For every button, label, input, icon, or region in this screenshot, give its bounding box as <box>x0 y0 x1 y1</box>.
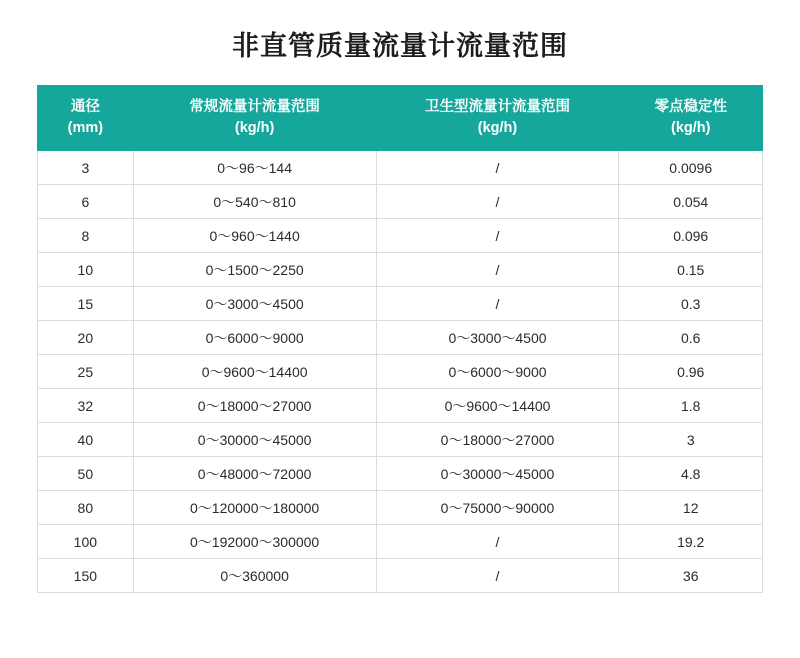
cell-nominal-diameter: 80 <box>38 491 134 525</box>
cell-standard-range: 0～30000～45000 <box>133 423 376 457</box>
cell-sanitary-range: 0～3000～4500 <box>376 321 619 355</box>
cell-nominal-diameter: 50 <box>38 457 134 491</box>
table-row <box>38 355 763 389</box>
cell-standard-range: 0～3000～4500 <box>133 287 376 321</box>
cell-nominal-diameter: 25 <box>38 355 134 389</box>
table-row <box>38 423 763 457</box>
table-row <box>38 287 763 321</box>
column-header-sanitary-range <box>376 86 619 151</box>
cell-standard-range: 0～192000～300000 <box>133 525 376 559</box>
table-row <box>38 321 763 355</box>
cell-zero-stability: 3 <box>619 423 763 457</box>
cell-zero-stability: 0.6 <box>619 321 763 355</box>
cell-zero-stability: 0.15 <box>619 253 763 287</box>
column-header-nominal-diameter-line2: (mm) <box>67 120 104 137</box>
cell-nominal-diameter: 150 <box>38 559 134 593</box>
column-header-standard-range <box>133 86 376 151</box>
cell-sanitary-range: / <box>376 185 619 219</box>
cell-nominal-diameter: 40 <box>38 423 134 457</box>
column-header-standard-range-line2: (kg/h) <box>234 120 275 137</box>
cell-sanitary-range: 0～75000～90000 <box>376 491 619 525</box>
column-header-zero-stability-line1: 零点稳定性 <box>654 99 727 115</box>
table-row <box>38 491 763 525</box>
cell-nominal-diameter: 6 <box>38 185 134 219</box>
column-header-nominal-diameter-line1: 通径 <box>70 99 100 115</box>
cell-zero-stability: 12 <box>619 491 763 525</box>
table-row <box>38 559 763 593</box>
cell-zero-stability: 36 <box>619 559 763 593</box>
table-body <box>38 151 763 593</box>
cell-sanitary-range: / <box>376 287 619 321</box>
cell-zero-stability: 0.0096 <box>619 151 763 185</box>
table-row <box>38 151 763 185</box>
page-title: 非直管质量流量计流量范围 <box>232 31 568 61</box>
column-header-zero-stability <box>619 86 763 151</box>
cell-standard-range: 0～96～144 <box>133 151 376 185</box>
cell-standard-range: 0～9600～14400 <box>133 355 376 389</box>
column-header-sanitary-range-line2: (kg/h) <box>477 120 518 137</box>
cell-standard-range: 0～6000～9000 <box>133 321 376 355</box>
cell-standard-range: 0～18000～27000 <box>133 389 376 423</box>
table-row <box>38 219 763 253</box>
cell-standard-range: 0～48000～72000 <box>133 457 376 491</box>
cell-zero-stability: 19.2 <box>619 525 763 559</box>
cell-zero-stability: 0.054 <box>619 185 763 219</box>
cell-sanitary-range: 0～18000～27000 <box>376 423 619 457</box>
cell-sanitary-range: / <box>376 525 619 559</box>
table-header <box>38 86 763 151</box>
column-header-sanitary-range-line1: 卫生型流量计流量范围 <box>425 99 570 115</box>
cell-sanitary-range: / <box>376 559 619 593</box>
cell-sanitary-range: 0～30000～45000 <box>376 457 619 491</box>
cell-zero-stability: 0.3 <box>619 287 763 321</box>
cell-zero-stability: 1.8 <box>619 389 763 423</box>
cell-standard-range: 0～1500～2250 <box>133 253 376 287</box>
cell-nominal-diameter: 100 <box>38 525 134 559</box>
cell-standard-range: 0～540～810 <box>133 185 376 219</box>
cell-standard-range: 0～120000～180000 <box>133 491 376 525</box>
cell-standard-range: 0～360000 <box>133 559 376 593</box>
cell-sanitary-range: / <box>376 219 619 253</box>
cell-sanitary-range: 0～9600～14400 <box>376 389 619 423</box>
cell-nominal-diameter: 32 <box>38 389 134 423</box>
cell-zero-stability: 0.096 <box>619 219 763 253</box>
cell-zero-stability: 4.8 <box>619 457 763 491</box>
cell-nominal-diameter: 10 <box>38 253 134 287</box>
cell-sanitary-range: / <box>376 253 619 287</box>
cell-nominal-diameter: 3 <box>38 151 134 185</box>
cell-nominal-diameter: 20 <box>38 321 134 355</box>
flow-range-table-wrapper <box>37 85 763 593</box>
table-row <box>38 457 763 491</box>
column-header-standard-range-line1: 常规流量计流量范围 <box>189 99 320 115</box>
cell-standard-range: 0～960～1440 <box>133 219 376 253</box>
flow-range-table <box>37 85 763 593</box>
cell-sanitary-range: / <box>376 151 619 185</box>
cell-nominal-diameter: 15 <box>38 287 134 321</box>
column-header-zero-stability-line2: (kg/h) <box>670 120 711 137</box>
cell-nominal-diameter: 8 <box>38 219 134 253</box>
cell-zero-stability: 0.96 <box>619 355 763 389</box>
table-row <box>38 185 763 219</box>
table-row <box>38 525 763 559</box>
column-header-nominal-diameter <box>38 86 134 151</box>
table-row <box>38 389 763 423</box>
table-header-row <box>38 86 763 151</box>
cell-sanitary-range: 0～6000～9000 <box>376 355 619 389</box>
table-row <box>38 253 763 287</box>
